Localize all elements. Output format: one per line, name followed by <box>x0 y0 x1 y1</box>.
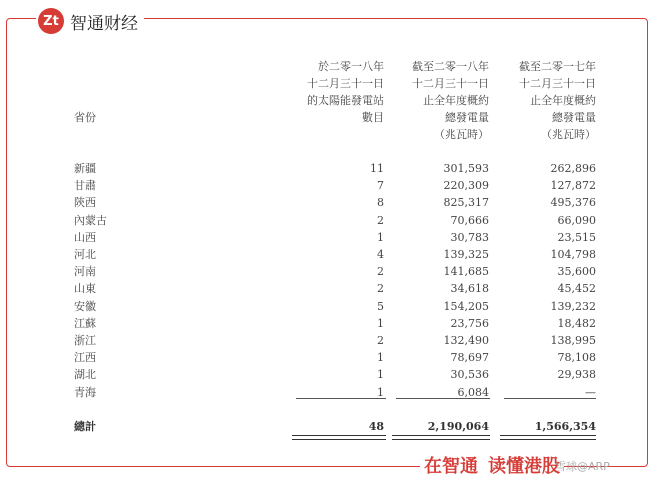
generation-2017: 78,108 <box>557 351 596 365</box>
generation-2017: 104,798 <box>550 248 596 261</box>
station-count: 7 <box>377 179 384 193</box>
brand-logo[interactable] <box>36 6 144 36</box>
generation-2018: 154,205 <box>443 299 489 313</box>
header-line: 截至二零一七年 <box>519 60 596 73</box>
generation-2018: 132,490 <box>443 334 489 347</box>
generation-2017: 29,938 <box>557 368 596 382</box>
province-name: 河南 <box>74 265 96 279</box>
province-name: 江西 <box>74 351 96 365</box>
station-count: 1 <box>377 230 384 244</box>
footer-slogan-right: 读懂港股 <box>488 456 560 477</box>
header-line: 數目 <box>362 111 384 124</box>
generation-2017: 23,515 <box>557 230 596 244</box>
station-count: 4 <box>377 248 384 261</box>
generation-2017: 35,600 <box>557 265 596 279</box>
province-name: 山東 <box>74 282 96 296</box>
header-line: 於二零一八年 <box>318 60 384 73</box>
header-line: 的太陽能發電站 <box>307 94 384 107</box>
province-name: 新疆 <box>74 162 96 175</box>
station-count: 2 <box>377 282 384 296</box>
watermark: 雪球@ARP <box>555 460 610 473</box>
station-count: 2 <box>377 334 384 347</box>
table-row <box>0 280 654 297</box>
footer-slogan <box>420 452 564 478</box>
header-line: 十二月三十一日 <box>307 77 384 90</box>
subtotal-rule-2018 <box>396 398 490 399</box>
station-count: 5 <box>377 299 384 313</box>
station-count: 2 <box>377 265 384 279</box>
generation-2017: 138,995 <box>550 334 596 347</box>
station-count: 11 <box>370 162 384 175</box>
header-generation-2018 <box>412 58 489 143</box>
total-2018: 2,190,064 <box>427 420 489 433</box>
table-row <box>0 194 654 211</box>
table-row <box>0 298 654 315</box>
table-row <box>0 315 654 332</box>
total-label: 總計 <box>74 420 96 433</box>
generation-2018: 23,756 <box>450 316 489 330</box>
generation-2018: 141,685 <box>443 265 489 279</box>
generation-2018: 34,618 <box>450 282 489 296</box>
brand-logo-icon: Zt <box>38 8 64 34</box>
generation-2017: 66,090 <box>557 213 596 227</box>
province-name: 河北 <box>74 248 96 261</box>
province-name: 甘肅 <box>74 179 96 193</box>
header-line: 止全年度概約 <box>423 94 489 107</box>
table-row <box>0 212 654 229</box>
generation-2017: — <box>585 385 596 399</box>
generation-2018: 6,084 <box>457 385 489 399</box>
table-row <box>0 349 654 366</box>
total-2017: 1,566,354 <box>534 420 596 433</box>
total-double-rule-2017 <box>500 435 596 440</box>
province-name: 安徽 <box>74 299 96 313</box>
table-row <box>0 177 654 194</box>
generation-2018: 139,325 <box>443 248 489 261</box>
header-line: 截至二零一八年 <box>412 60 489 73</box>
table-row <box>0 332 654 349</box>
total-double-rule-count <box>292 435 386 440</box>
footer-slogan-left: 在智通 <box>424 456 478 477</box>
header-line: 十二月三十一日 <box>519 77 596 90</box>
province-name: 湖北 <box>74 368 96 382</box>
station-count: 2 <box>377 213 384 227</box>
header-province: 省份 <box>74 111 96 124</box>
generation-2018: 301,593 <box>443 162 489 175</box>
generation-2017: 45,452 <box>557 282 596 296</box>
province-name: 內蒙古 <box>74 213 107 227</box>
header-line: 十二月三十一日 <box>412 77 489 90</box>
table-row <box>0 229 654 246</box>
header-line: 總發電量 <box>552 111 596 124</box>
generation-2017: 262,896 <box>550 162 596 175</box>
generation-2018: 30,536 <box>450 368 489 382</box>
total-row <box>0 418 654 435</box>
generation-2018: 30,783 <box>450 230 489 244</box>
total-count: 48 <box>368 420 384 433</box>
generation-2017: 495,376 <box>550 196 596 210</box>
station-count: 1 <box>377 385 384 399</box>
generation-2018: 220,309 <box>443 179 489 193</box>
generation-2017: 139,232 <box>550 299 596 313</box>
province-name: 陝西 <box>74 196 96 210</box>
province-name: 浙江 <box>74 334 96 347</box>
generation-2017: 127,872 <box>550 179 596 193</box>
generation-2018: 825,317 <box>443 196 489 210</box>
province-name: 青海 <box>74 385 96 399</box>
subtotal-rule-count <box>296 398 386 399</box>
station-count: 1 <box>377 316 384 330</box>
header-line: 止全年度概約 <box>530 94 596 107</box>
station-count: 8 <box>377 196 384 210</box>
table-row <box>0 246 654 263</box>
station-count: 1 <box>377 351 384 365</box>
station-count: 1 <box>377 368 384 382</box>
generation-2018: 78,697 <box>450 351 489 365</box>
subtotal-rule-2017 <box>504 398 596 399</box>
header-line: 總發電量 <box>445 111 489 124</box>
generation-2018: 70,666 <box>450 213 489 227</box>
province-name: 山西 <box>74 230 96 244</box>
header-unit: （兆瓦時） <box>541 128 596 141</box>
brand-name: 智通财经 <box>70 13 138 34</box>
table-row <box>0 160 654 177</box>
generation-2017: 18,482 <box>557 316 596 330</box>
header-generation-2017 <box>519 58 596 143</box>
province-name: 江蘇 <box>74 316 96 330</box>
table-row <box>0 366 654 383</box>
total-double-rule-2018 <box>392 435 490 440</box>
header-unit: （兆瓦時） <box>434 128 489 141</box>
table-row <box>0 263 654 280</box>
header-station-count <box>307 58 384 126</box>
